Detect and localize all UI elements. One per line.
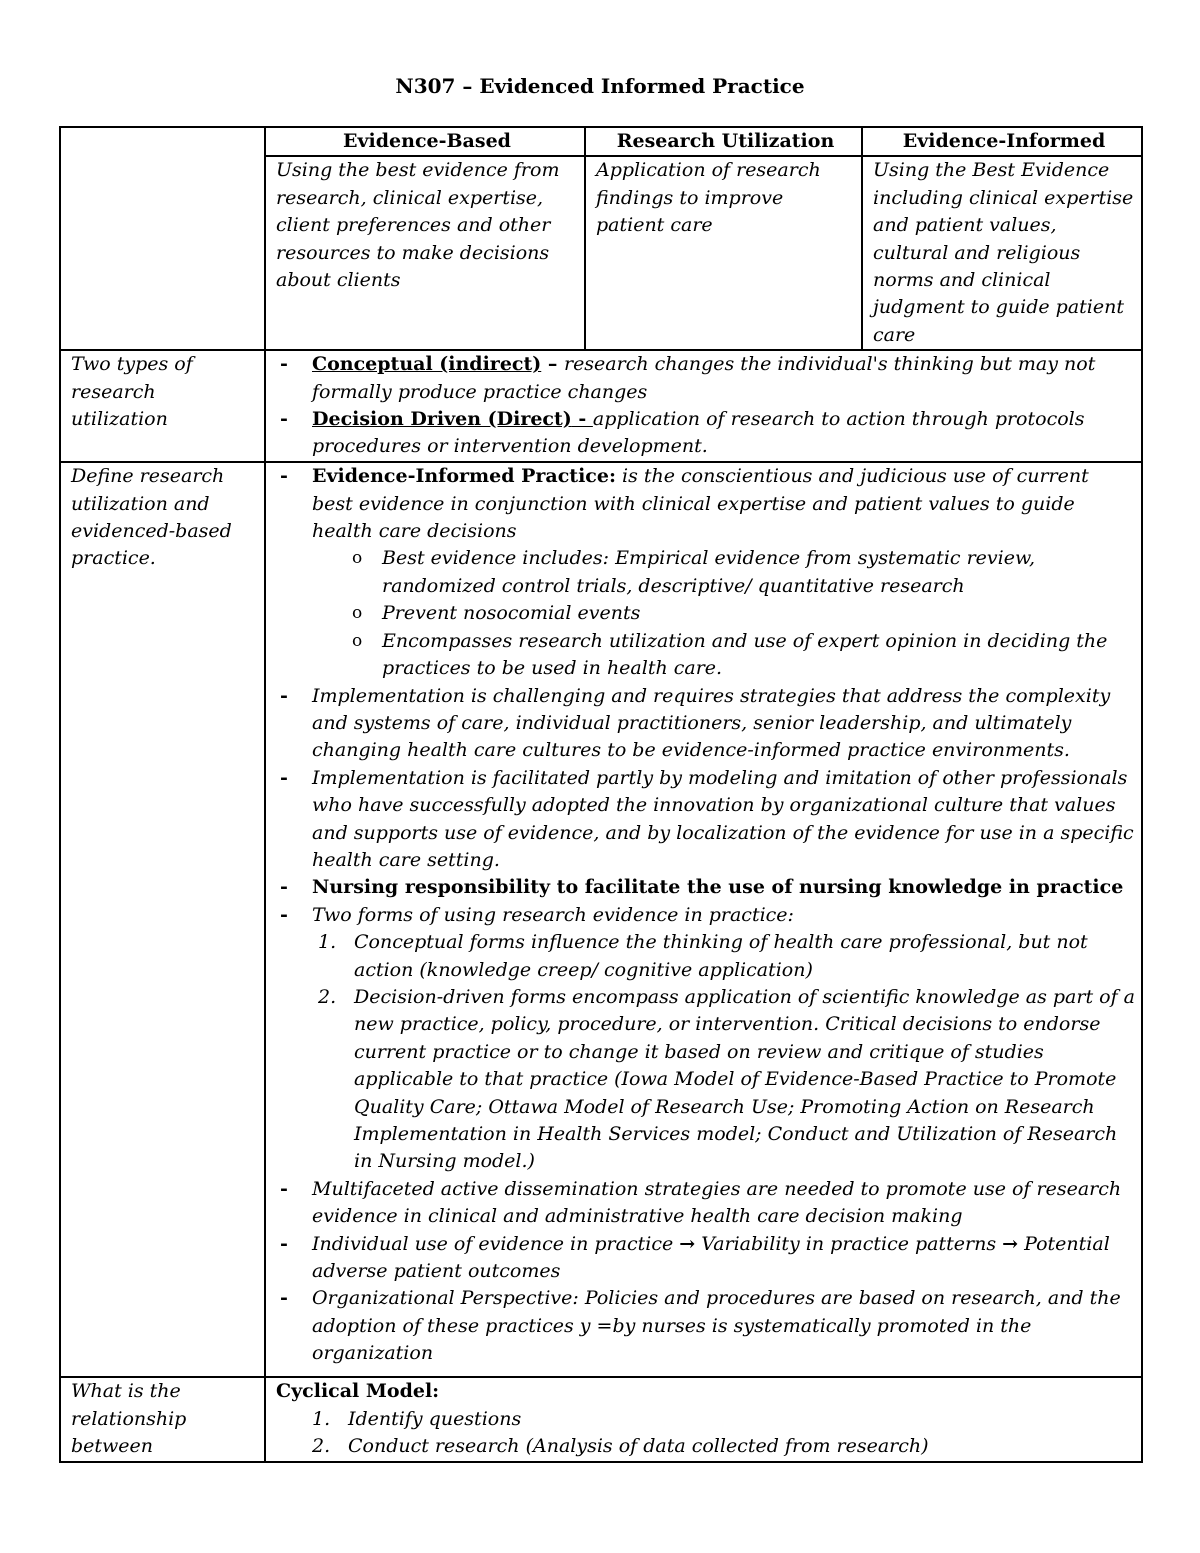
define-label: Define research utilization and evidenced-based practice. bbox=[60, 462, 265, 1377]
page-title: N307 – Evidenced Informed Practice bbox=[395, 74, 805, 98]
list-item bbox=[276, 1406, 1135, 1433]
variability-text: Variability in practice patterns bbox=[695, 1232, 1003, 1255]
dash-marker: - bbox=[280, 1177, 288, 1200]
circle-marker: o bbox=[352, 630, 363, 651]
list-item bbox=[276, 600, 1135, 627]
list-item bbox=[276, 1285, 1135, 1367]
list-item bbox=[276, 984, 1135, 1176]
arrow-right-icon: → bbox=[679, 1232, 696, 1255]
dash-marker: - bbox=[280, 353, 288, 376]
cyclical-steps-list bbox=[276, 1406, 1135, 1461]
form-text: Conceptual forms influence the thinking of health care professional, but not action (knowledge creep/ cognitive application) bbox=[354, 931, 1088, 981]
eip-text: is the conscientious and judicious use of current best evidence in conjunction with clinical expertise and patient values to guide health care decisions bbox=[312, 465, 1089, 543]
list-item bbox=[276, 1176, 1135, 1231]
list-item bbox=[276, 874, 1135, 901]
number-marker: 2. bbox=[318, 985, 337, 1008]
relationship-label: What is the relationship between bbox=[60, 1377, 265, 1462]
dash-marker: - bbox=[280, 876, 288, 899]
two-types-label: Two types of research utilization bbox=[60, 350, 265, 462]
two-types-content bbox=[265, 350, 1142, 462]
circle-marker: o bbox=[352, 548, 363, 569]
definition-evidence-informed: Using the Best Evidence including clinical expertise and patient values, cultural and religious norms and clinical judgment to guide patient care bbox=[862, 156, 1142, 350]
adverse-outcomes-text: Potential adverse patient outcomes bbox=[312, 1232, 1110, 1283]
eip-sublist bbox=[276, 545, 1135, 682]
organizational-perspective-text: Organizational Perspective: Policies and procedures are based on research, and the adoption of these practices y =by nurses is systematically promoted in the organization bbox=[312, 1287, 1121, 1365]
list-item bbox=[276, 628, 1135, 683]
conceptual-text: research changes the individual's thinking but may not formally produce practice changes bbox=[312, 353, 1096, 403]
list-item bbox=[276, 463, 1135, 682]
list-item bbox=[276, 929, 1135, 984]
two-forms-text: Two forms of using research evidence in practice: bbox=[312, 903, 794, 926]
cyclical-model-title: Cyclical Model: bbox=[276, 1380, 440, 1403]
list-item bbox=[276, 902, 1135, 1176]
number-marker: 2. bbox=[312, 1435, 331, 1458]
header-row bbox=[60, 127, 1142, 156]
dash-marker: - bbox=[280, 465, 288, 488]
dash-marker: - bbox=[280, 408, 288, 431]
circle-marker: o bbox=[352, 603, 363, 624]
implementation-challenging-text: Implementation is challenging and requires strategies that address the complexity and systems of care, individual practitioners, senior leadership, and ultimately changing health care cultures to be evidence-informed practice environments. bbox=[312, 684, 1111, 762]
definition-research-utilization: Application of research findings to improve patient care bbox=[585, 156, 862, 350]
arrow-right-icon: → bbox=[1002, 1232, 1019, 1255]
define-content bbox=[265, 462, 1142, 1377]
step-text: Conduct research (Analysis of data collected from research) bbox=[348, 1435, 929, 1458]
conceptual-separator: – bbox=[541, 353, 564, 376]
decision-driven-separator: - bbox=[571, 408, 593, 431]
form-text: Decision-driven forms encompass application of scientific knowledge as part of a new practice, policy, procedure, or intervention. Critical decisions to endorse current practice or to change it based on review and critique of studies applicable to that practice (Iowa Model of Evidence-Based Practice to Promote Quality Care; Ottawa Model of Research Use; Promoting Action on Research Implementation in Health Services model; Conduct and Utilization of Research in Nursing model.) bbox=[354, 985, 1135, 1173]
list-item bbox=[276, 1433, 1135, 1460]
two-types-row bbox=[60, 350, 1142, 462]
dash-marker: - bbox=[280, 1232, 288, 1255]
two-types-list bbox=[276, 351, 1135, 461]
define-row bbox=[60, 462, 1142, 1377]
eip-term: Evidence-Informed Practice: bbox=[312, 465, 616, 488]
list-item bbox=[276, 351, 1135, 406]
decision-driven-term: Decision Driven (Direct) bbox=[312, 408, 572, 431]
empty-corner-cell bbox=[60, 127, 265, 350]
individual-use-text: Individual use of evidence in practice bbox=[312, 1232, 680, 1255]
sub-item-text: Best evidence includes: Empirical evidence from systematic review, randomized control trials, descriptive/ quantitative research bbox=[382, 547, 1036, 597]
relationship-row bbox=[60, 1377, 1142, 1462]
list-item bbox=[276, 1231, 1135, 1286]
number-marker: 1. bbox=[318, 931, 337, 954]
relationship-content bbox=[265, 1377, 1142, 1462]
list-item bbox=[276, 406, 1135, 461]
sub-item-text: Prevent nosocomial events bbox=[382, 602, 641, 625]
multifaceted-text: Multifaceted active dissemination strategies are needed to promote use of research evidence in clinical and administrative health care decision making bbox=[312, 1177, 1122, 1228]
definition-evidence-based: Using the best evidence from research, clinical expertise, client preferences and other resources to make decisions about clients bbox=[265, 156, 585, 350]
header-research-utilization: Research Utilization bbox=[585, 127, 862, 156]
dash-marker: - bbox=[280, 766, 288, 789]
nursing-responsibility-text: Nursing responsibility to facilitate the use of nursing knowledge in practice bbox=[312, 876, 1124, 899]
list-item bbox=[276, 765, 1135, 875]
decision-driven-text: application of research to action through protocols procedures or intervention development. bbox=[312, 408, 1085, 458]
sub-item-text: Encompasses research utilization and use of expert opinion in deciding the practices to be used in health care. bbox=[382, 629, 1108, 680]
header-evidence-informed: Evidence-Informed bbox=[862, 127, 1142, 156]
implementation-facilitated-text: Implementation is facilitated partly by modeling and imitation of other professionals who have successfully adopted the innovation by organizational culture that values and supports use of evidence, and by localization of the evidence for use in a specific health care setting. bbox=[312, 766, 1134, 871]
define-list bbox=[276, 463, 1135, 1367]
notes-table bbox=[59, 126, 1143, 1463]
number-marker: 1. bbox=[312, 1407, 331, 1430]
dash-marker: - bbox=[280, 1287, 288, 1310]
list-item bbox=[276, 545, 1135, 600]
dash-marker: - bbox=[280, 903, 288, 926]
dash-marker: - bbox=[280, 684, 288, 707]
conceptual-term: Conceptual (indirect) bbox=[312, 353, 542, 376]
forms-list bbox=[276, 929, 1135, 1176]
header-evidence-based: Evidence-Based bbox=[265, 127, 585, 156]
step-text: Identify questions bbox=[348, 1407, 522, 1430]
list-item bbox=[276, 683, 1135, 765]
